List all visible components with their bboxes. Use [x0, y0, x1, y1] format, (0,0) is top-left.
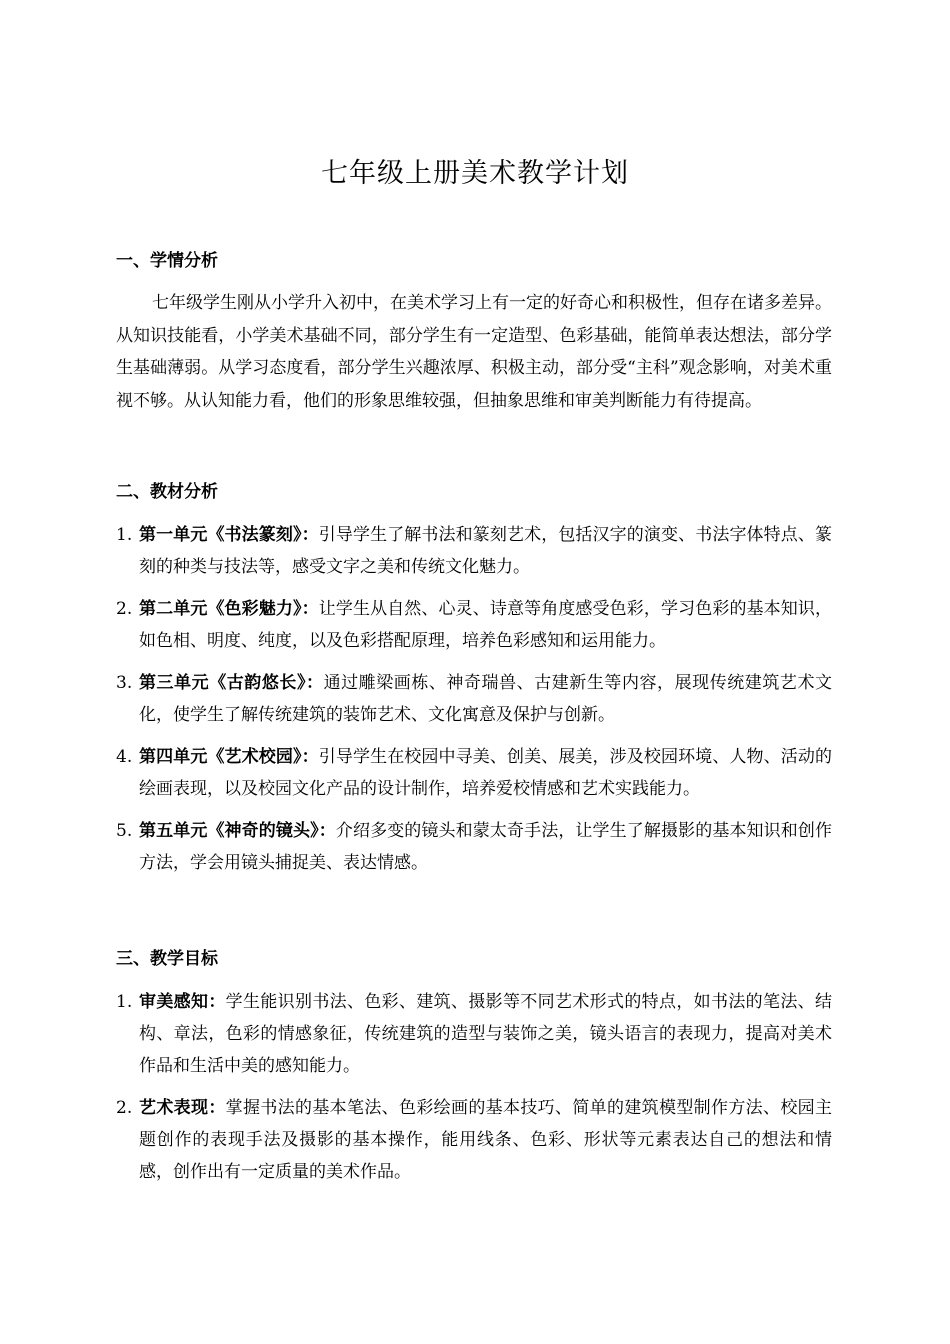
list-item-text: 通过雕梁画栋、神奇瑞兽、古建新生等内容，展现传统建筑艺术文化，使学生了解传统建筑的装饰艺术、文化寓意及保护与创新。	[139, 673, 833, 725]
list-item	[116, 815, 832, 879]
list-item-lead: 第一单元《书法篆刻》：	[139, 525, 319, 545]
list-item-lead: 第四单元《艺术校园》：	[139, 747, 319, 767]
list-item-number: 1.	[116, 992, 133, 1012]
list-item-text: 让学生从自然、心灵、诗意等角度感受色彩，学习色彩的基本知识，如色相、明度、纯度，以及色彩搭配原理，培养色彩感知和运用能力。	[139, 599, 833, 651]
teaching-goals-list	[116, 986, 832, 1198]
list-item-number: 4.	[116, 747, 133, 767]
textbook-units-list	[116, 519, 832, 889]
list-item-text: 学生能识别书法、色彩、建筑、摄影等不同艺术形式的特点，如书法的笔法、结构、章法，色彩的情感象征，传统建筑的造型与装饰之美，镜头语言的表现力，提高对美术作品和生活中美的感知能力。	[139, 992, 833, 1076]
list-item-lead: 第五单元《神奇的镜头》：	[139, 821, 336, 841]
list-item-text: 引导学生在校园中寻美、创美、展美，涉及校园环境、人物、活动的绘画表现，以及校园文化产品的设计制作，培养爱校情感和艺术实践能力。	[139, 747, 833, 799]
list-item-text: 介绍多变的镜头和蒙太奇手法，让学生了解摄影的基本知识和创作方法，学会用镜头捕捉美、表达情感。	[139, 821, 833, 873]
list-item-number: 1.	[116, 525, 133, 545]
list-item	[116, 1092, 832, 1188]
list-item-text: 引导学生了解书法和篆刻艺术，包括汉字的演变、书法字体特点、篆刻的种类与技法等，感受文字之美和传统文化魅力。	[139, 525, 833, 577]
section-heading-teaching-goals: 三、教学目标	[116, 949, 218, 969]
list-item	[116, 986, 832, 1082]
section-heading-textbook-analysis: 二、教材分析	[116, 482, 218, 502]
list-item-number: 5.	[116, 821, 133, 841]
list-item-lead: 第二单元《色彩魅力》：	[139, 599, 319, 619]
list-item-text: 掌握书法的基本笔法、色彩绘画的基本技巧、简单的建筑模型制作方法、校园主题创作的表现手法及摄影的基本操作，能用线条、色彩、形状等元素表达自己的想法和情感，创作出有一定质量的美术作品。	[139, 1098, 833, 1182]
list-item-number: 3.	[116, 673, 133, 693]
list-item-number: 2.	[116, 599, 133, 619]
list-item	[116, 741, 832, 805]
page-title: 七年级上册美术教学计划	[321, 158, 629, 189]
list-item-lead: 艺术表现：	[139, 1098, 226, 1118]
list-item-number: 2.	[116, 1098, 133, 1118]
list-item	[116, 519, 832, 583]
section-heading-learner-analysis: 一、学情分析	[116, 251, 218, 271]
list-item	[116, 593, 832, 657]
list-item	[116, 667, 832, 731]
list-item-lead: 第三单元《古韵悠长》：	[139, 673, 324, 693]
learner-analysis-paragraph: 七年级学生刚从小学升入初中，在美术学习上有一定的好奇心和积极性，但存在诸多差异。从知识技能看，小学美术基础不同，部分学生有一定造型、色彩基础，能简单表达想法，部分学生基础薄弱。从学习态度看，部分学生兴趣浓厚、积极主动，部分受“主科”观念影响，对美术重视不够。从认知能力看，他们的形象思维较强，但抽象思维和审美判断能力有待提高。	[116, 293, 832, 411]
list-item-lead: 审美感知：	[139, 992, 226, 1012]
